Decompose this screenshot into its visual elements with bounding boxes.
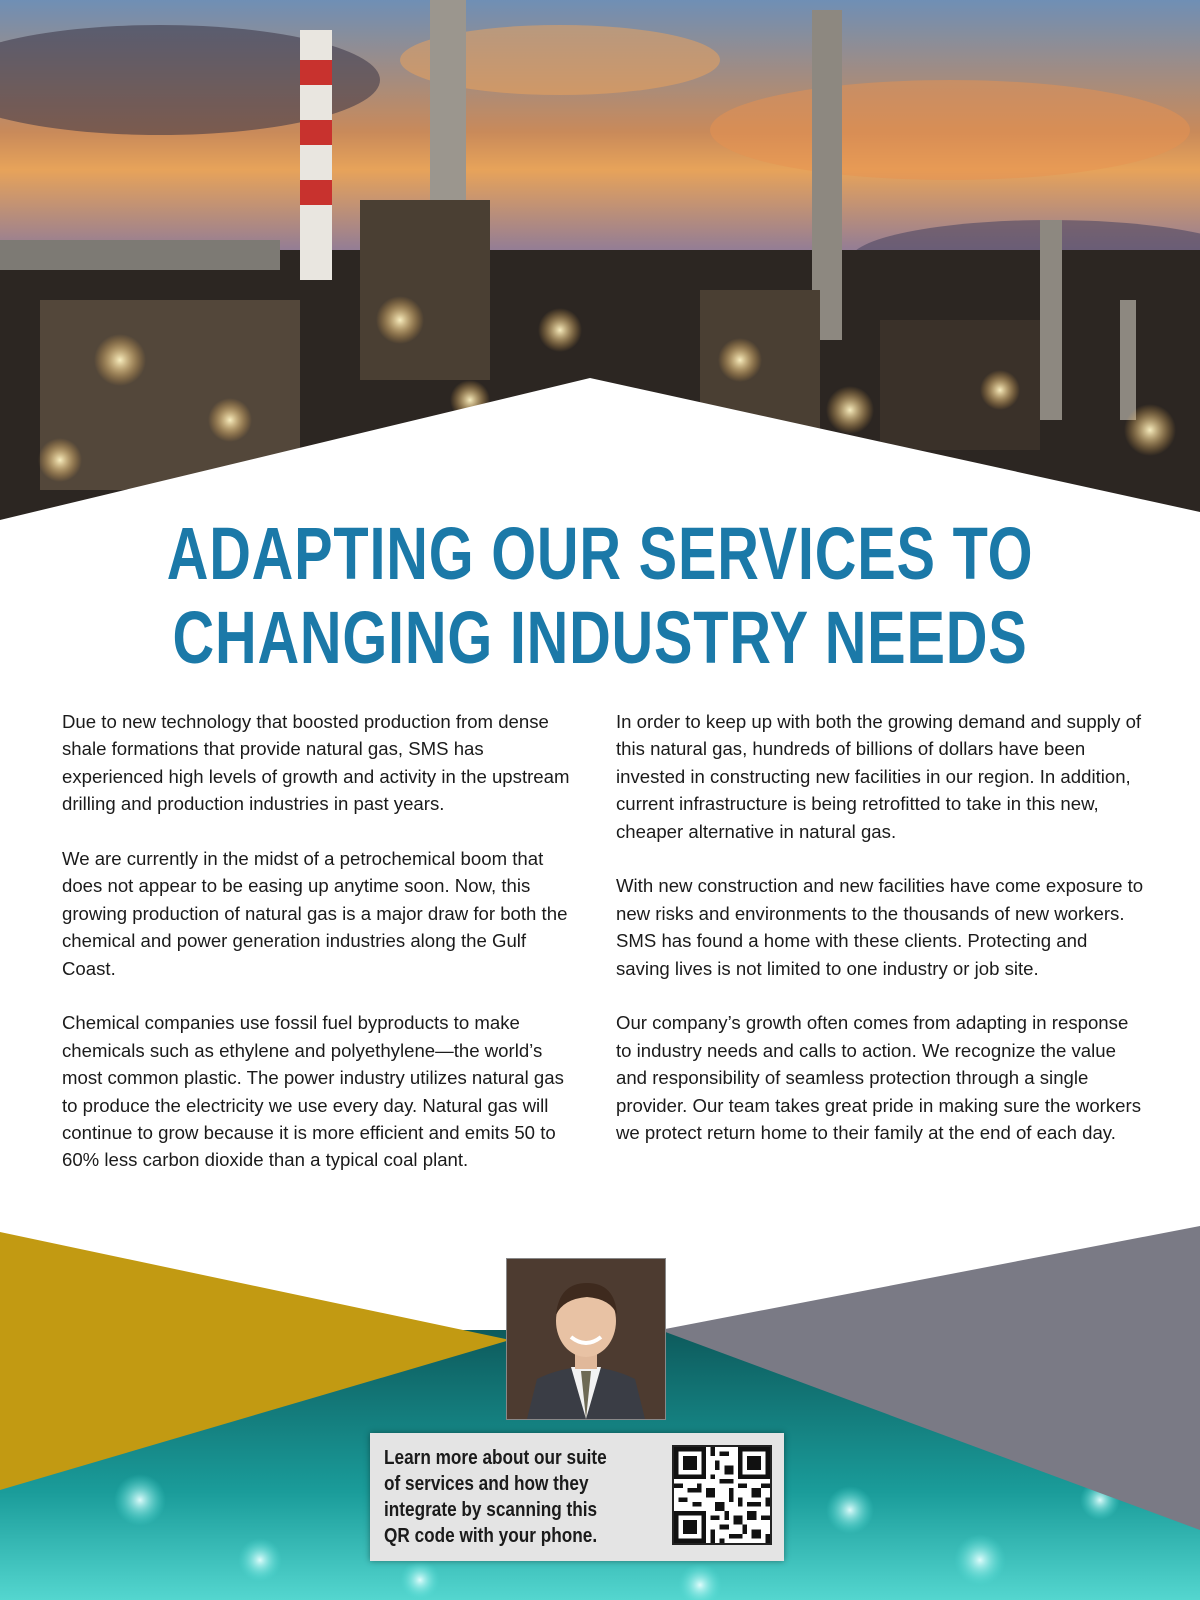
right-column xyxy=(616,708,1146,1174)
paragraph: In order to keep up with both the growing demand and supply of this natural gas, hundreds of billions of dollars have been invested in constructing new facilities in our region. In addition, current infrastructure is being retrofitted to take in this new, cheaper alternative in natural gas. xyxy=(616,711,1142,842)
paragraph: With new construction and new facilities have come exposure to new risks and environments to the thousands of new workers. SMS has found a home with these clients. Protecting and saving lives is not limited to one industry or job site. xyxy=(616,875,1144,979)
qr-callout xyxy=(370,1433,784,1561)
portrait-photo xyxy=(506,1258,666,1420)
title-line-1: ADAPTING OUR SERVICES TO xyxy=(166,512,1034,595)
qr-code-icon xyxy=(674,1447,770,1543)
paragraph: Chemical companies use fossil fuel byproducts to make chemicals such as ethylene and polyethylene—the world’s most common plastic. The power industry utilizes natural gas to produce the electricity we use every day. Natural gas will continue to grow because it is more efficient and emits 50 to 60% less carbon dioxide than a typical coal plant. xyxy=(62,1012,564,1171)
person-illustration xyxy=(507,1259,665,1419)
paragraph: Due to new technology that boosted production from dense shale formations that provide natural gas, SMS has experienced high levels of growth and activity in the upstream drilling and production industries in past years. xyxy=(62,711,570,815)
paragraph: Our company’s growth often comes from adapting in response to industry needs and calls to action. We recognize the value and responsibility of seamless protection through a single provider. Our team takes great pride in making sure the workers we protect return home to their family at the end of each day. xyxy=(616,1012,1141,1144)
paragraph: We are currently in the midst of a petrochemical boom that does not appear to be easing up anytime soon. Now, this growing production of natural gas is a major draw for both the chemical and power generation industries along the Gulf Coast. xyxy=(62,848,568,979)
cta-text: Learn more about our suite of services and how they integrate by scanning this QR code with your phone. xyxy=(384,1447,607,1547)
left-column xyxy=(62,708,582,1201)
page-title xyxy=(132,512,1068,680)
qr-code[interactable] xyxy=(672,1445,772,1545)
title-line-2: CHANGING INDUSTRY NEEDS xyxy=(172,596,1028,679)
